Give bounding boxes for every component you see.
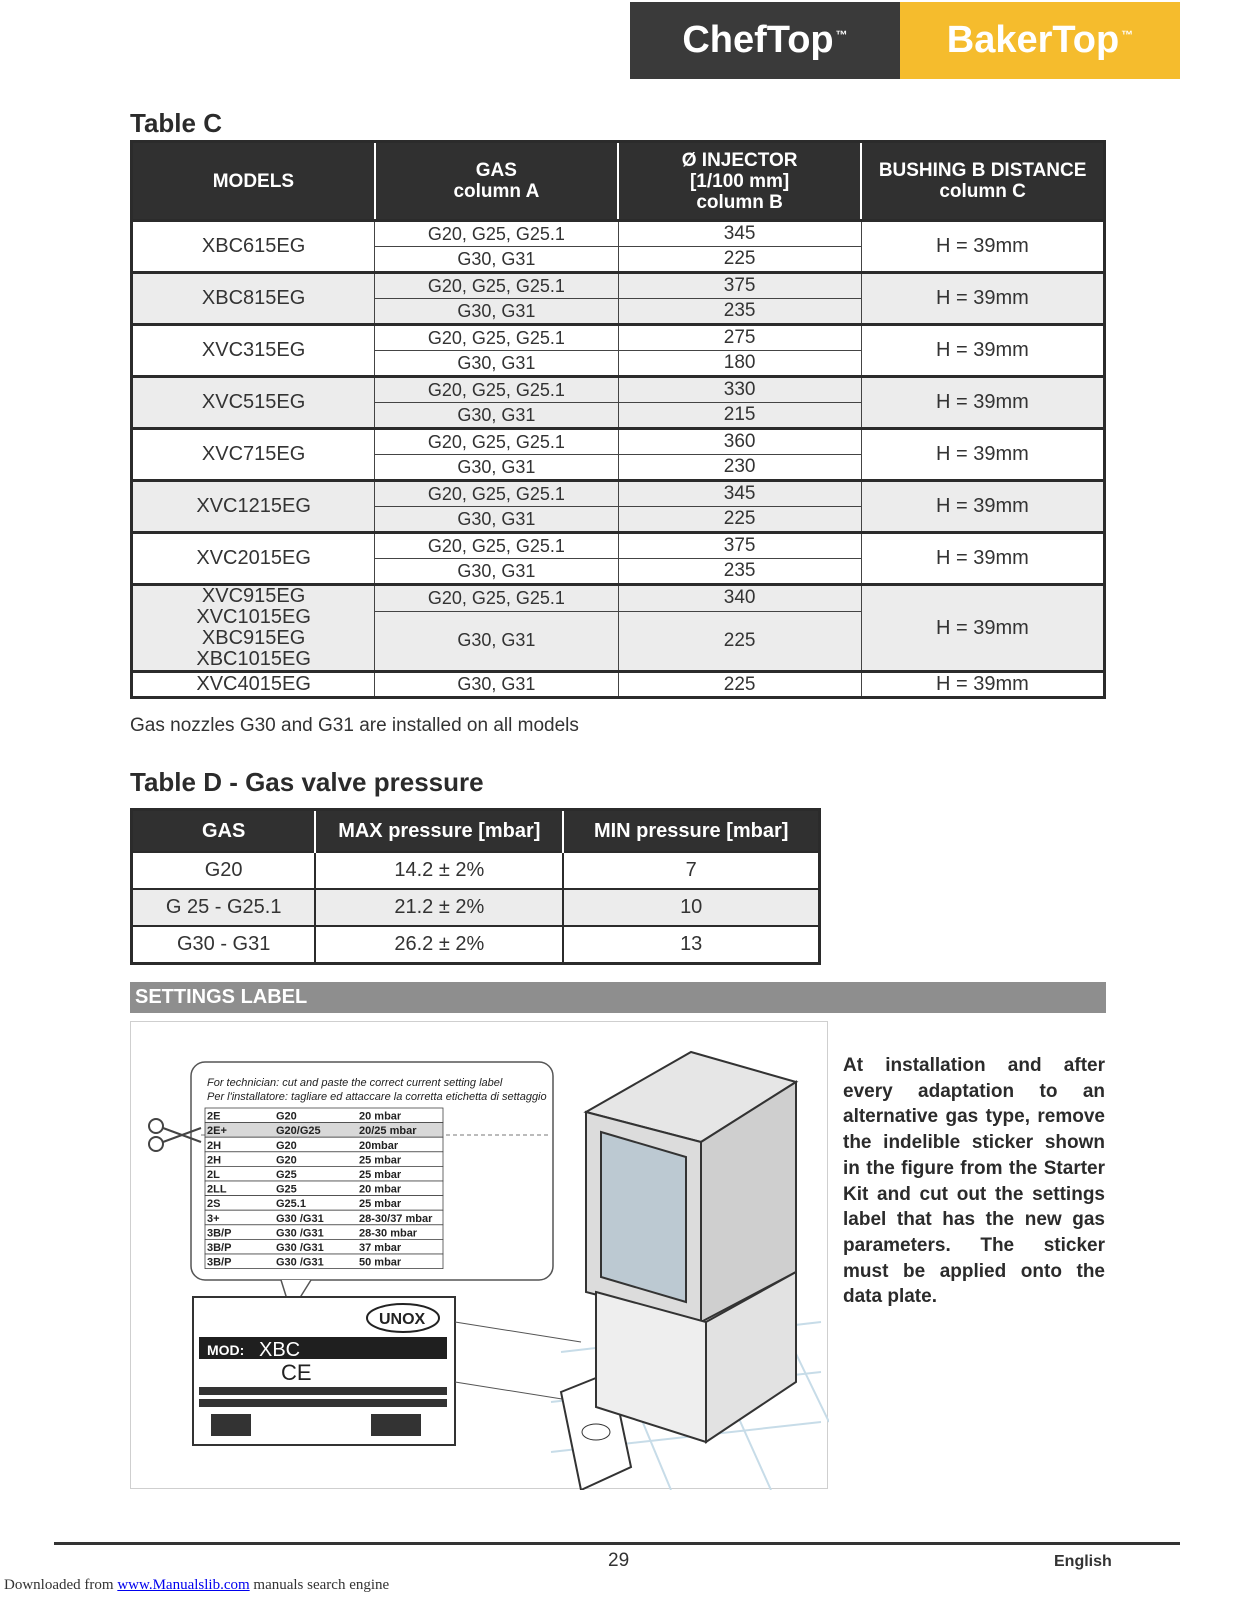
min-pressure-cell: 7 xyxy=(563,852,819,889)
label-row xyxy=(205,1254,443,1269)
gas-cell: G 25 - G25.1 xyxy=(132,889,316,926)
gas-cell: G30 - G31 xyxy=(132,926,316,964)
model-name: XVC1015EG xyxy=(196,606,311,628)
column-header-models: MODELS xyxy=(132,142,375,221)
model-cell: XVC2015EG xyxy=(132,533,375,585)
table-row xyxy=(132,429,1105,455)
label-header-1: For technician: cut and paste the correct current setting label xyxy=(207,1077,503,1089)
footer-divider xyxy=(54,1542,1180,1545)
label-cell: 3B/P xyxy=(207,1256,232,1269)
bushing-cell: H = 39mm xyxy=(861,672,1104,698)
label-cell: 20/25 mbar xyxy=(359,1125,417,1138)
table-d xyxy=(130,808,821,965)
model-group-cell xyxy=(132,585,375,672)
gas-cell: G30, G31 xyxy=(375,351,618,377)
bushing-cell: H = 39mm xyxy=(861,221,1104,273)
min-pressure-cell: 13 xyxy=(563,926,819,964)
label-cell: 37 mbar xyxy=(359,1242,402,1254)
label-cell: G25 xyxy=(276,1169,297,1181)
injector-cell: 225 xyxy=(618,611,861,671)
brand-bakertop xyxy=(900,2,1180,79)
model-name: XVC915EG xyxy=(201,585,306,607)
table-c-note: Gas nozzles G30 and G31 are installed on all models xyxy=(130,715,579,736)
table-c-header-row xyxy=(132,142,1105,221)
label-cell: 50 mbar xyxy=(359,1256,402,1269)
bushing-cell: H = 39mm xyxy=(861,429,1104,481)
oven-icon xyxy=(586,1052,796,1442)
label-row xyxy=(205,1108,443,1123)
injector-cell: 345 xyxy=(618,221,861,247)
injector-cell: 215 xyxy=(618,403,861,429)
plate-model: XBC xyxy=(259,1339,301,1361)
max-pressure-cell: 14.2 ± 2% xyxy=(315,852,563,889)
label-cell: 25 mbar xyxy=(359,1198,402,1211)
gas-cell: G30, G31 xyxy=(375,455,618,481)
column-header-min-pressure: MIN pressure [mbar] xyxy=(563,810,819,853)
label-cell: G20 xyxy=(276,1154,297,1167)
max-pressure-cell: 26.2 ± 2% xyxy=(315,926,563,964)
injector-cell: 230 xyxy=(618,455,861,481)
injector-cell: 360 xyxy=(618,429,861,455)
table-c-title: Table C xyxy=(130,108,222,138)
table-c xyxy=(130,140,1106,699)
injector-cell: 330 xyxy=(618,377,861,403)
table-row xyxy=(132,889,820,926)
download-notice xyxy=(4,1577,389,1594)
gas-cell: G30, G31 xyxy=(375,611,618,671)
label-cell: 3B/P xyxy=(207,1242,232,1254)
label-cell: 2E xyxy=(207,1110,221,1123)
label-row xyxy=(205,1152,443,1167)
injector-cell: 225 xyxy=(618,247,861,273)
gas-cell: G20, G25, G25.1 xyxy=(375,221,618,247)
settings-label-figure xyxy=(130,1021,828,1489)
model-cell: XVC315EG xyxy=(132,325,375,377)
settings-description: At installation and after every adaptation to an alternative gas type, remove the indelible sticker shown in the figure from the Starter Kit and cut out the settings label that has the new gas parameters. The sticker must be applied onto the data plate. xyxy=(843,1055,1105,1308)
manualslib-link[interactable]: www.Manualslib.com xyxy=(117,1577,250,1593)
plate-brand: UNOX xyxy=(379,1311,426,1328)
plate-ce-mark: CE xyxy=(281,1360,312,1385)
label-cell: G25 xyxy=(276,1183,297,1196)
label-cell: 28-30 mbar xyxy=(359,1227,418,1240)
gas-cell: G20 xyxy=(132,852,316,889)
gas-cell: G30, G31 xyxy=(375,299,618,325)
label-cell: 20 mbar xyxy=(359,1110,402,1123)
bushing-cell: H = 39mm xyxy=(861,325,1104,377)
label-row xyxy=(205,1137,443,1152)
gas-cell: G30, G31 xyxy=(375,672,618,698)
table-row xyxy=(132,533,1105,559)
gas-cell: G20, G25, G25.1 xyxy=(375,325,618,351)
tm-mark: ™ xyxy=(1121,27,1134,42)
label-cell: 20 mbar xyxy=(359,1183,402,1196)
settings-label-heading: SETTINGS LABEL xyxy=(130,982,1106,1013)
injector-cell: 375 xyxy=(618,533,861,559)
injector-cell: 225 xyxy=(618,672,861,698)
table-row xyxy=(132,221,1105,247)
model-cell: XVC4015EG xyxy=(132,672,375,698)
injector-cell: 340 xyxy=(618,585,861,612)
table-row xyxy=(132,672,1105,698)
brand-cheftop-text: ChefTop xyxy=(682,19,834,61)
model-name: XBC1015EG xyxy=(196,648,311,670)
tm-mark: ™ xyxy=(835,27,848,42)
label-row xyxy=(205,1166,443,1181)
injector-cell: 235 xyxy=(618,559,861,585)
gas-cell: G20, G25, G25.1 xyxy=(375,533,618,559)
bushing-cell: H = 39mm xyxy=(861,481,1104,533)
label-cell: G20/G25 xyxy=(276,1125,321,1138)
table-d-header-row xyxy=(132,810,820,853)
model-cell: XVC715EG xyxy=(132,429,375,481)
model-name: XBC915EG xyxy=(201,627,306,649)
gas-cell: G20, G25, G25.1 xyxy=(375,273,618,299)
model-cell: XVC1215EG xyxy=(132,481,375,533)
gas-cell: G20, G25, G25.1 xyxy=(375,481,618,507)
bushing-cell: H = 39mm xyxy=(861,533,1104,585)
table-row xyxy=(132,585,1105,612)
brand-cheftop xyxy=(630,2,900,79)
label-cell: 2S xyxy=(207,1198,221,1211)
gas-cell: G30, G31 xyxy=(375,559,618,585)
label-row xyxy=(205,1181,443,1196)
label-cell: G30 /G31 xyxy=(276,1227,324,1240)
label-cell: G20 xyxy=(276,1139,297,1152)
download-prefix: Downloaded from xyxy=(4,1577,114,1593)
label-cell: 2H xyxy=(207,1154,222,1167)
injector-cell: 180 xyxy=(618,351,861,377)
label-cell: 25 mbar xyxy=(359,1154,402,1167)
column-header-injector: Ø INJECTOR [1/100 mm] column B xyxy=(618,142,861,221)
label-header-2: Per l'installatore: tagliare ed attaccare la corretta etichetta di settaggio xyxy=(207,1091,547,1103)
plate-mod-label: MOD: xyxy=(207,1342,245,1358)
label-row xyxy=(205,1239,443,1254)
label-cell: G30 /G31 xyxy=(276,1242,324,1254)
label-cell: G20 xyxy=(276,1110,297,1123)
gas-cell: G30, G31 xyxy=(375,247,618,273)
column-header-gas: GAS column A xyxy=(375,142,618,221)
bushing-cell: H = 39mm xyxy=(861,377,1104,429)
label-cell: G30 /G31 xyxy=(276,1212,324,1225)
injector-cell: 235 xyxy=(618,299,861,325)
bushing-cell: H = 39mm xyxy=(861,273,1104,325)
label-cell: 3B/P xyxy=(207,1227,232,1240)
download-suffix: manuals search engine xyxy=(249,1577,390,1593)
label-cell: G25.1 xyxy=(276,1198,306,1211)
injector-cell: 345 xyxy=(618,481,861,507)
table-row xyxy=(132,273,1105,299)
label-cell: 2E+ xyxy=(207,1125,227,1138)
bushing-cell: H = 39mm xyxy=(861,585,1104,672)
injector-cell: 375 xyxy=(618,273,861,299)
table-row xyxy=(132,926,820,964)
brand-bakertop-text: BakerTop xyxy=(946,19,1120,61)
gas-cell: G30, G31 xyxy=(375,507,618,533)
table-row xyxy=(132,852,820,889)
table-d-title: Table D - Gas valve pressure xyxy=(130,767,484,797)
page-number: 29 xyxy=(608,1550,630,1571)
column-header-max-pressure: MAX pressure [mbar] xyxy=(315,810,563,853)
language-label: English xyxy=(1054,1553,1112,1570)
label-cell: 2LL xyxy=(207,1183,227,1196)
max-pressure-cell: 21.2 ± 2% xyxy=(315,889,563,926)
min-pressure-cell: 10 xyxy=(563,889,819,926)
label-cell: 20mbar xyxy=(359,1139,399,1152)
injector-cell: 225 xyxy=(618,507,861,533)
table-row xyxy=(132,325,1105,351)
label-cell: 28-30/37 mbar xyxy=(359,1212,433,1225)
column-header-gas: GAS xyxy=(132,810,316,853)
model-cell: XBC615EG xyxy=(132,221,375,273)
gas-cell: G20, G25, G25.1 xyxy=(375,377,618,403)
injector-cell: 275 xyxy=(618,325,861,351)
gas-cell: G30, G31 xyxy=(375,403,618,429)
gas-cell: G20, G25, G25.1 xyxy=(375,585,618,612)
label-row xyxy=(205,1196,443,1211)
column-header-bushing: BUSHING B DISTANCE column C xyxy=(861,142,1104,221)
table-row xyxy=(132,377,1105,403)
model-cell: XBC815EG xyxy=(132,273,375,325)
settings-illustration xyxy=(131,1022,829,1490)
gas-cell: G20, G25, G25.1 xyxy=(375,429,618,455)
table-row xyxy=(132,481,1105,507)
label-cell: 3+ xyxy=(207,1212,220,1225)
model-cell: XVC515EG xyxy=(132,377,375,429)
label-cell: G30 /G31 xyxy=(276,1256,324,1269)
label-cell: 25 mbar xyxy=(359,1169,402,1181)
label-cell: 2H xyxy=(207,1139,222,1152)
label-cell: 2L xyxy=(207,1169,220,1181)
